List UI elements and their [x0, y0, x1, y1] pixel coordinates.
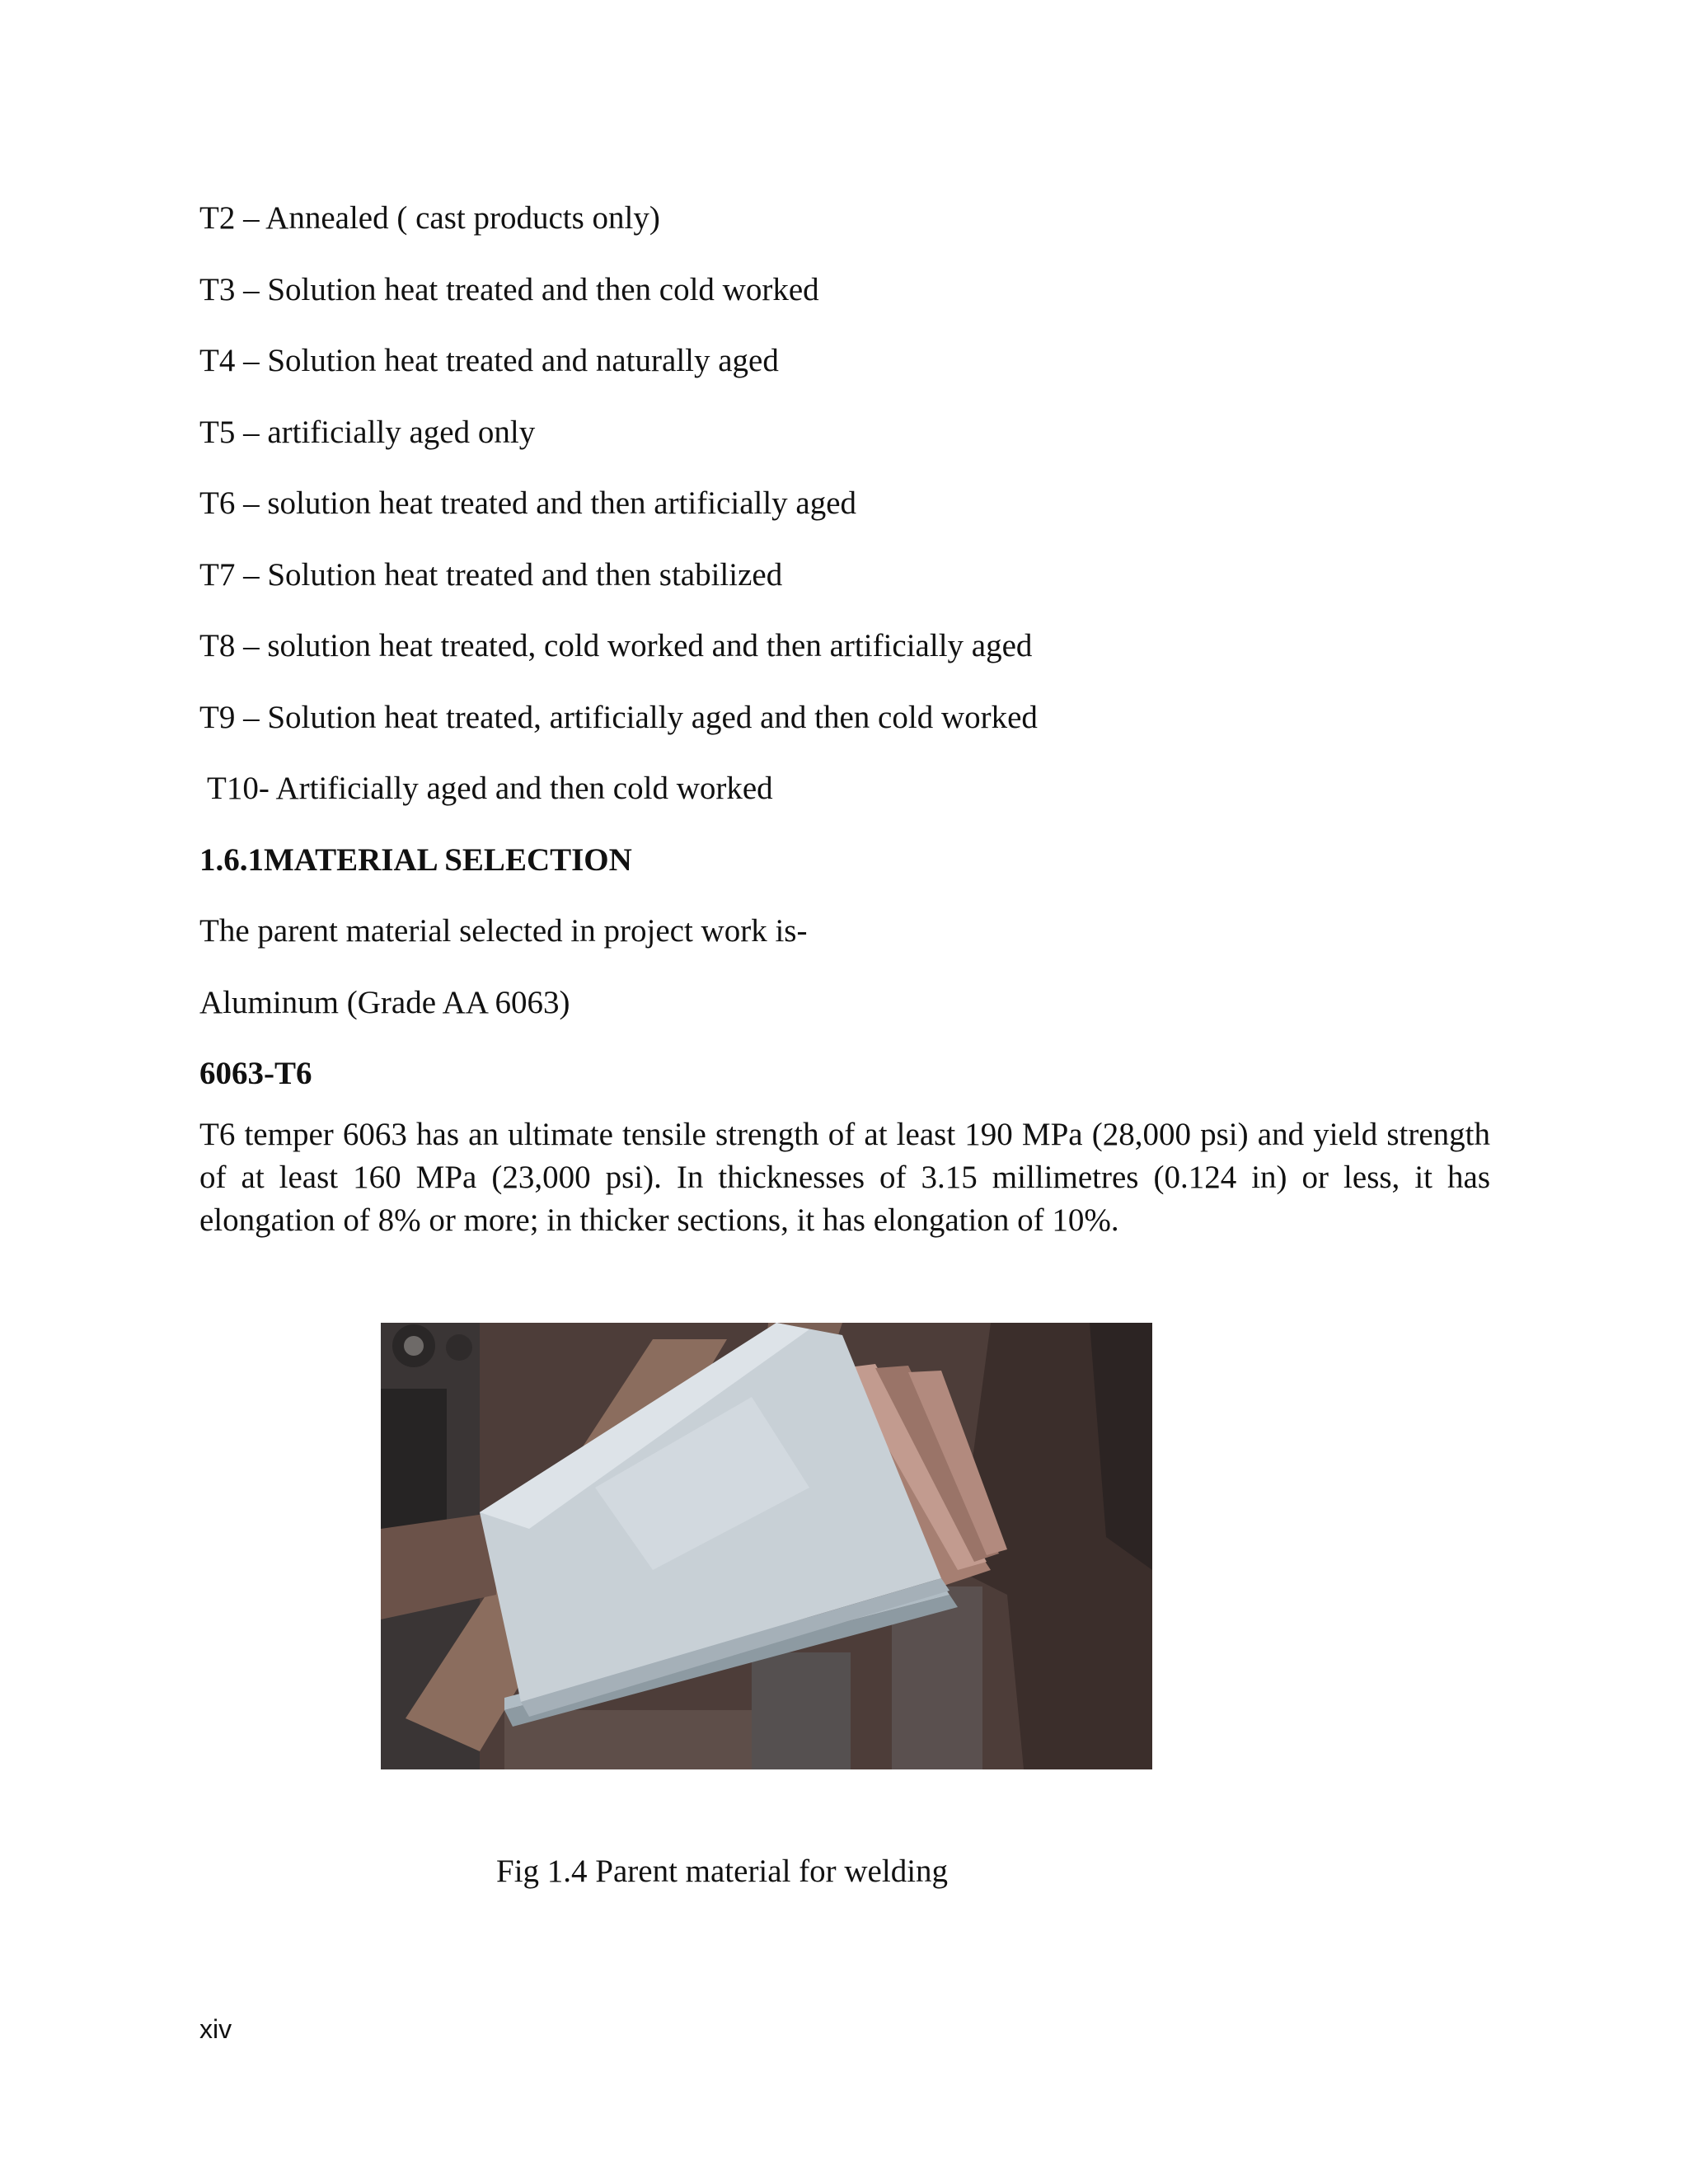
- temper-item-t4: T4 – Solution heat treated and naturally aged: [199, 343, 779, 378]
- page-number: xiv: [199, 2014, 232, 2044]
- temper-item-t6: T6 – solution heat treated and then artificially aged: [199, 485, 857, 521]
- subsection-heading: 6063-T6: [199, 1056, 312, 1091]
- temper-item-t10: T10- Artificially aged and then cold worked: [199, 771, 773, 806]
- parent-material-photo: [381, 1323, 1152, 1769]
- material-grade: Aluminum (Grade AA 6063): [199, 985, 570, 1020]
- temper-item-t3: T3 – Solution heat treated and then cold worked: [199, 272, 819, 307]
- temper-item-t7: T7 – Solution heat treated and then stabilized: [199, 557, 783, 593]
- temper-item-t8: T8 – solution heat treated, cold worked and then artificially aged: [199, 628, 1033, 663]
- section-intro: The parent material selected in project work is-: [199, 913, 808, 949]
- temper-item-t5: T5 – artificially aged only: [199, 415, 536, 450]
- temper-item-t2: T2 – Annealed ( cast products only): [199, 200, 660, 236]
- figure-caption: Fig 1.4 Parent material for welding: [496, 1854, 949, 1889]
- temper-paragraph: T6 temper 6063 has an ultimate tensile strength of at least 190 MPa (28,000 psi) and yield strength of at least 160 MPa (23,000 psi). In thicknesses of 3.15 millimetres (0.124 in) or less, it has elongation of 8% or more; in thicker sections, it has elongation of 10%.: [199, 1117, 1490, 1238]
- section-heading: 1.6.1MATERIAL SELECTION: [199, 842, 632, 878]
- temper-item-t9: T9 – Solution heat treated, artificially aged and then cold worked: [199, 700, 1038, 735]
